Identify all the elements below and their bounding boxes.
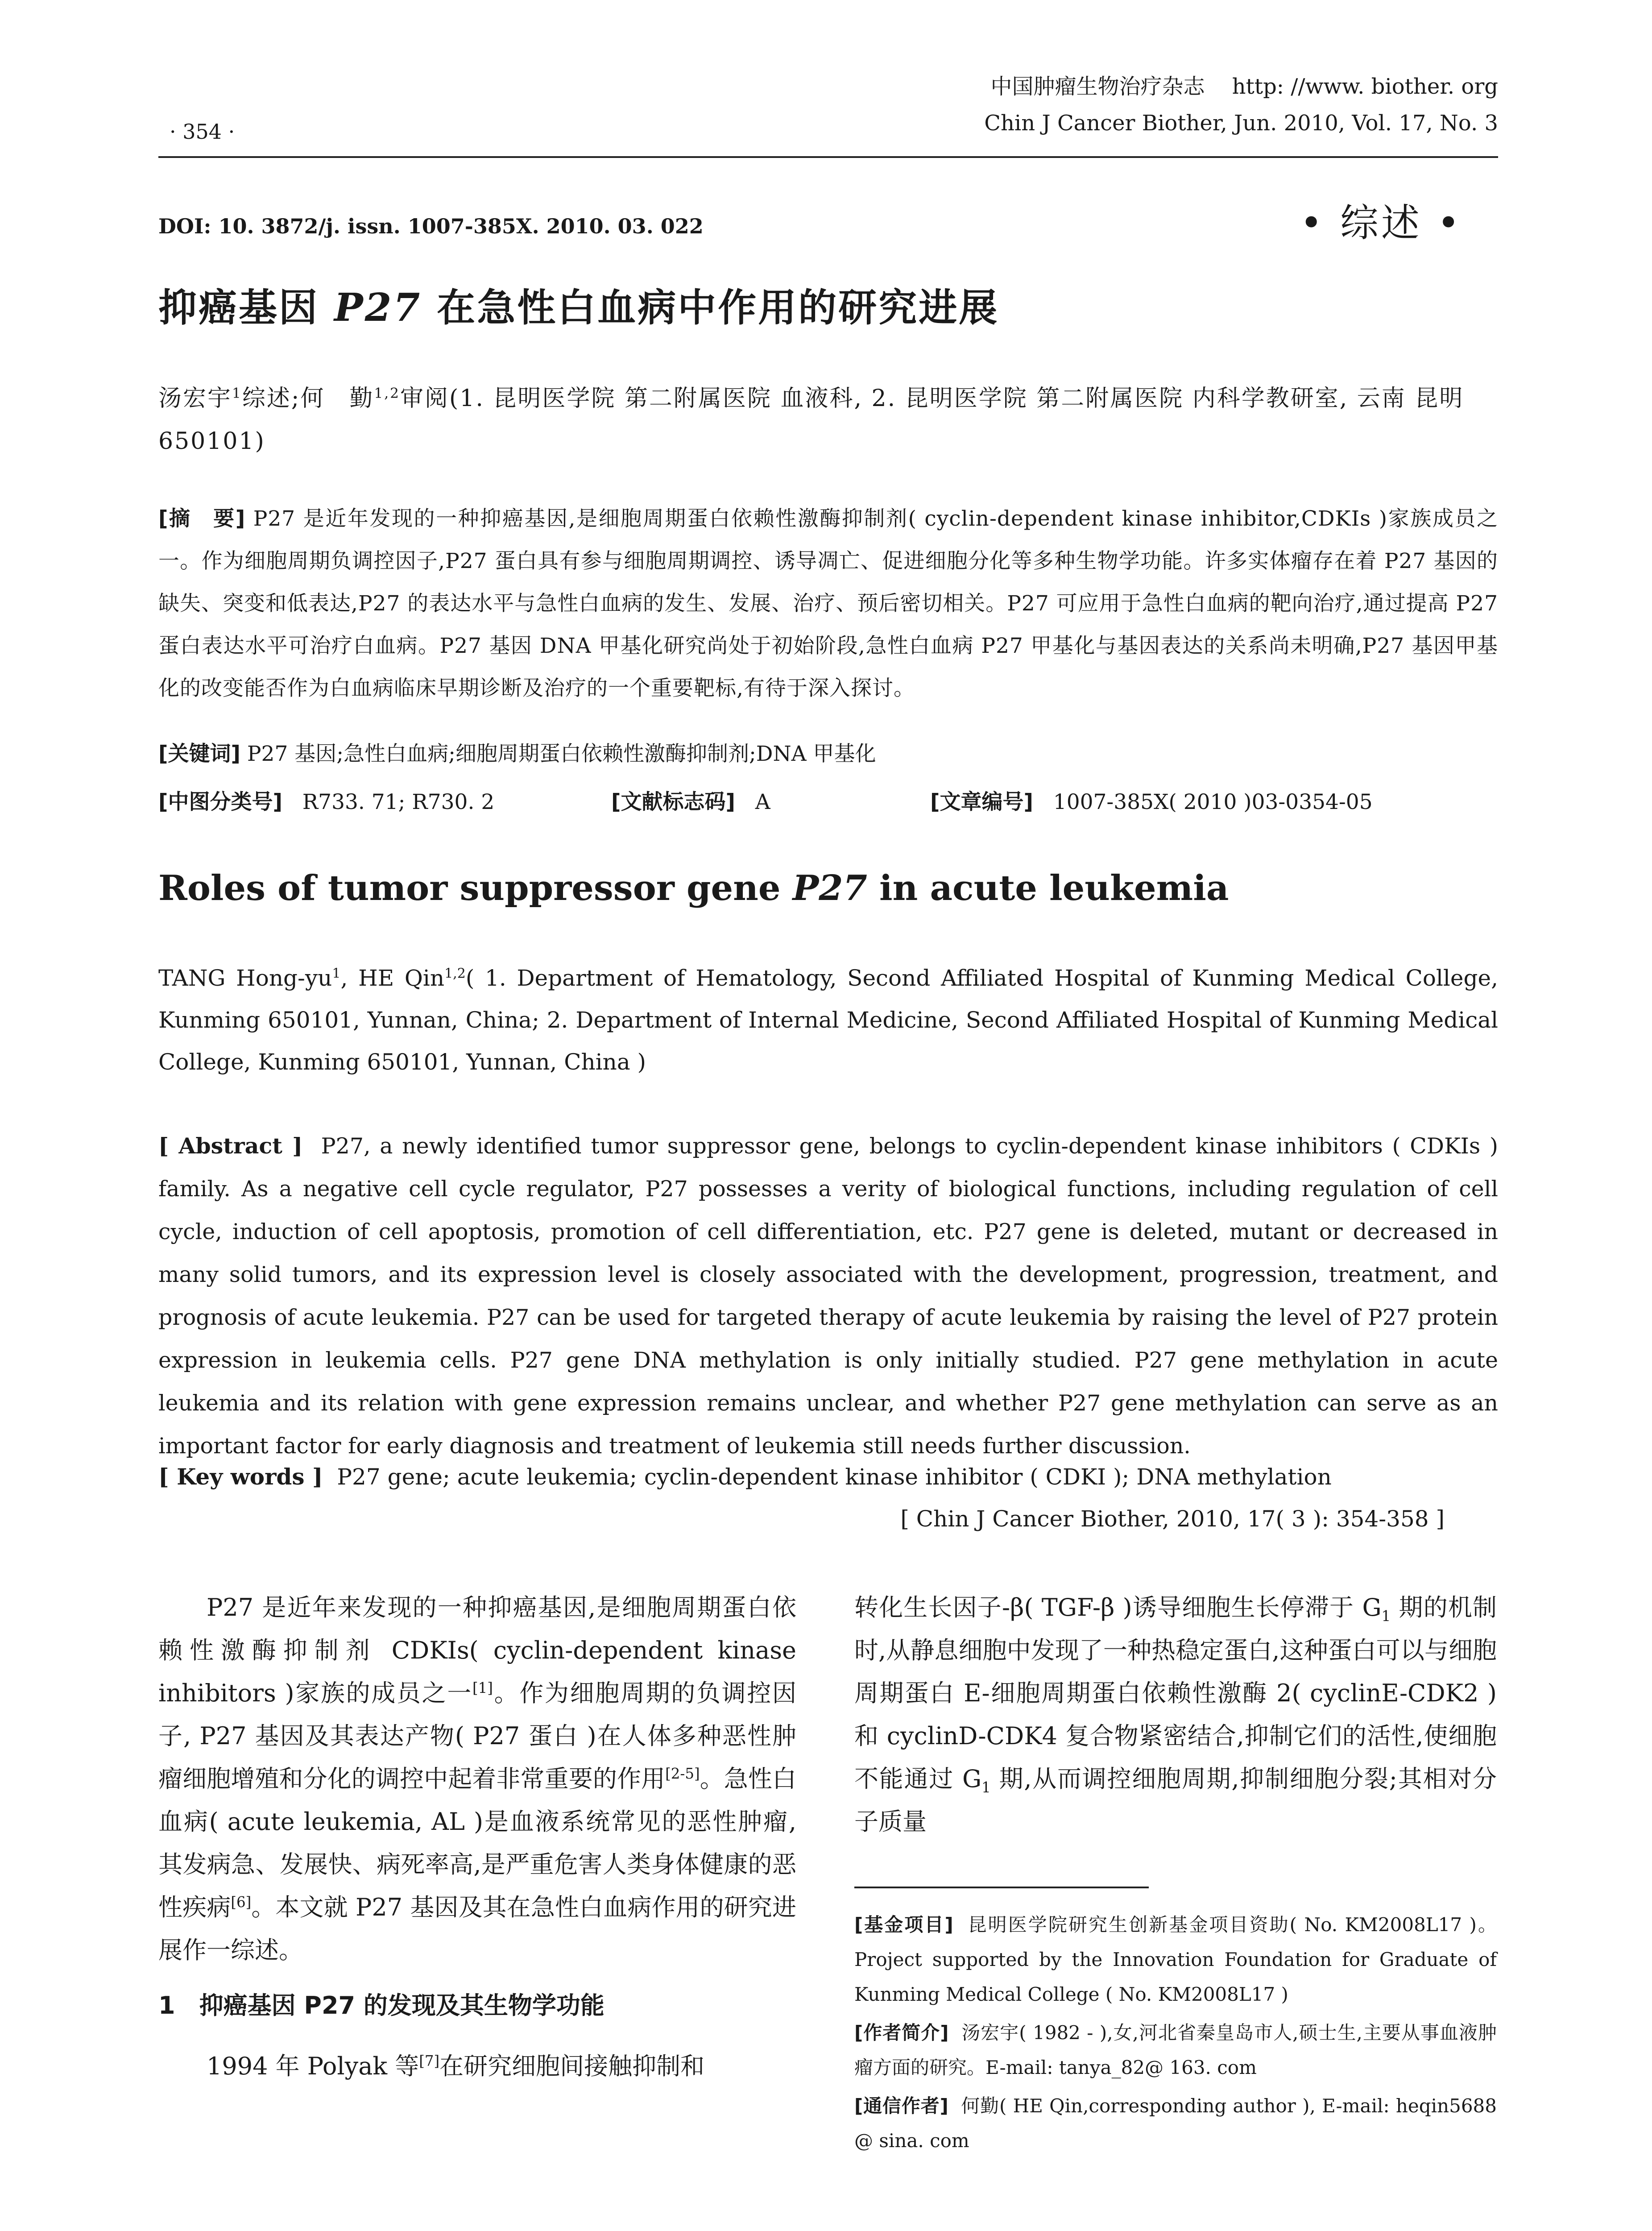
- keywords-en-text: P27 gene; acute leukemia; cyclin-dependent kinase inhibitor ( CDKI ); DNA methylation: [337, 1464, 1332, 1490]
- subscript-g1-a: 1: [1381, 1607, 1391, 1625]
- keywords-cn-label: [关键词]: [158, 742, 240, 766]
- body-left-column: [158, 1586, 796, 2088]
- clc-value: R733. 71; R730. 2: [302, 790, 495, 814]
- body-p3-part-c: 期,从而调控细胞周期,抑制细胞分裂;其相对分子质量: [854, 1765, 1497, 1836]
- doc-code-value: A: [755, 790, 770, 814]
- footnote-corresponding: [854, 2089, 1497, 2158]
- affiliation-en: ( 1. Department of Hematology, Second Affiliated Hospital of Kunming Medical College, Kunming 650101, Yunnan, China; 2. Department of Internal Medicine, Second Affiliated Hospital of Kunming Medical College, Kunming 650101, Yunnan, China ): [158, 965, 1498, 1075]
- abstract-cn-label: [摘 要]: [158, 506, 246, 531]
- title-cn: [158, 277, 999, 332]
- citation-en: [ Chin J Cancer Biother, 2010, 17( 3 ): 354-358 ]: [900, 1506, 1445, 1532]
- authors-en: [158, 957, 1498, 1083]
- ref-6: [6]: [231, 1894, 252, 1911]
- author1-cn-sup: 1: [232, 385, 242, 402]
- abstract-en-label: [ Abstract ]: [158, 1133, 303, 1159]
- section-heading-1: 1 抑癌基因 P27 的发现及其生物学功能: [158, 1991, 604, 2020]
- footnote-author: [854, 2015, 1497, 2085]
- article-number-label: [文章编号]: [930, 790, 1033, 814]
- author1-en: TANG Hong-yu: [158, 965, 332, 991]
- abstract-cn-text: P27 是近年发现的一种抑癌基因,是细胞周期蛋白依赖性激酶抑制剂( cyclin-dependent kinase inhibitor,CDKIs )家族成员之一。作为细胞周期负调控因子,P27 蛋白具有参与细胞周期调控、诱导凋亡、促进细胞分化等多种生物学功能。许多实体瘤存在着 P27 基因的缺失、突变和低表达,P27 的表达水平与急性白血病的发生、发展、治疗、预后密切相关。P27 可应用于急性白血病的靶向治疗,通过提高 P27 蛋白表达水平可治疗白血病。P27 基因 DNA 甲基化研究尚处于初始阶段,急性白血病 P27 甲基化与基因表达的关系尚未明确,P27 基因甲基化的改变能否作为白血病临床早期诊断及治疗的一个重要靶标,有待于深入探讨。: [158, 506, 1498, 701]
- title-cn-after: 在急性白血病中作用的研究进展: [422, 285, 999, 330]
- keywords-cn-text: P27 基因;急性白血病;细胞周期蛋白依赖性激酶抑制剂;DNA 甲基化: [247, 742, 876, 766]
- clc-group: [158, 785, 494, 815]
- abstract-cn: [158, 498, 1498, 709]
- subscript-g1-b: 1: [981, 1779, 991, 1796]
- ref-7: [7]: [419, 2053, 440, 2069]
- article-number-value: 1007-385X( 2010 )03-0354-05: [1053, 790, 1373, 814]
- journal-url: http: //www. biother. org: [1232, 74, 1498, 99]
- title-en-gene: P27: [792, 868, 867, 908]
- body-p1-part-a: P27 是近年来发现的一种抑癌基因,是细胞周期蛋白依赖性激酶抑制剂 CDKIs( cyclin-dependent kinase inhibitors )家族的成员之一: [158, 1593, 796, 1707]
- keywords-en-label: [ Key words ]: [158, 1464, 323, 1490]
- clc-label: [中图分类号]: [158, 790, 282, 814]
- body-p2-part-a: 1994 年 Polyak 等: [207, 2052, 419, 2080]
- footnote-fund-text: 昆明医学院研究生创新基金项目资助( No. KM2008L17 )。Project supported by the Innovation Foundation for Graduate of Kunming Medical College ( No. KM2008L17 ): [854, 1914, 1497, 2005]
- author1-cn: 汤宏宇: [158, 385, 232, 412]
- title-cn-before: 抑癌基因: [158, 285, 334, 330]
- body-paragraph-1: [158, 1586, 796, 1972]
- body-p3-part-a: 转化生长因子-β( TGF-β )诱导细胞生长停滞于 G: [854, 1593, 1382, 1621]
- classification-row: [158, 785, 1498, 812]
- abstract-en-text: P27, a newly identified tumor suppressor gene, belongs to cyclin-dependent kinase inhibitors ( CDKIs ) family. As a negative cell cycle regulator, P27 possesses a verity of biological functions, including regulation of cell cycle, induction of cell apoptosis, promotion of cell differentiation, etc. P27 gene is deleted, mutant or decreased in many solid tumors, and its expression level is closely associated with the development, progression, treatment, and prognosis of acute leukemia. P27 can be used for targeted therapy of acute leukemia by raising the level of P27 protein expression in leukemia cells. P27 gene DNA methylation is only initially studied. P27 gene methylation in acute leukemia and its relation with gene expression remains unclear, and whether P27 gene methylation can serve as an important factor for early diagnosis and treatment of leukemia still needs further discussion.: [158, 1133, 1498, 1459]
- footnote-rule: [854, 1887, 1149, 1888]
- doi: DOI: 10. 3872/j. issn. 1007-385X. 2010. 03. 022: [158, 214, 704, 238]
- footnote-corresponding-text: 何勤( HE Qin,corresponding author ), E-mail: heqin5688 @ sina. com: [854, 2095, 1497, 2152]
- body-p1-part-c: 。急性白血病( acute leukemia, AL )是血液系统常见的恶性肿瘤,其发病急、发展快、病死率高,是严重危害人类身体健康的恶性疾病: [158, 1765, 797, 1921]
- body-p1-part-d: 。本文就 P27 基因及其在急性白血病作用的研究进展作一综述。: [158, 1893, 796, 1964]
- footnote-author-text: 汤宏宇( 1982 - ),女,河北省秦皇岛市人,硕士生,主要从事血液肿瘤方面的研究。E-mail: tanya_82@ 163. com: [854, 2022, 1497, 2078]
- authors-cn: [158, 377, 1498, 463]
- affiliation-cn: 审阅(1. 昆明医学院 第二附属医院 血液科, 2. 昆明医学院 第二附属医院 内科学教研室, 云南 昆明 650101): [158, 385, 1464, 455]
- footnotes: [854, 1908, 1497, 2162]
- title-en: [158, 868, 1229, 908]
- footnote-author-label: [作者简介]: [854, 2022, 949, 2044]
- footnote-fund: [854, 1908, 1497, 2012]
- author1-en-sup: 1: [332, 966, 341, 982]
- section-label: • 综述 •: [1300, 201, 1462, 245]
- author2-cn-sup: 1,2: [374, 385, 400, 402]
- body-p2-part-b: 在研究细胞间接触抑制和: [439, 2052, 705, 2080]
- journal-header-line-1: [991, 69, 1498, 100]
- journal-name-cn: 中国肿瘤生物治疗杂志: [990, 74, 1205, 99]
- doc-code-group: [611, 785, 770, 815]
- abstract-en: [158, 1124, 1498, 1468]
- body-paragraph-3: [854, 1586, 1497, 1843]
- body-p3-part-b: 期的机制时,从静息细胞中发现了一种热稳定蛋白,这种蛋白可以与细胞周期蛋白 E-细胞周期蛋白依赖性激酶 2( cyclinE-CDK2 )和 cyclinD-CDK4 复合物紧密结合,抑制它们的活性,使细胞不能通过 G: [854, 1593, 1497, 1793]
- footnote-fund-label: [基金项目]: [854, 1914, 953, 1936]
- body-right-column: [854, 1586, 1497, 1843]
- header-rule: [158, 156, 1498, 158]
- title-cn-gene: P27: [334, 285, 422, 330]
- body-paragraph-2: [158, 2045, 796, 2088]
- author-role-cn: 综述;何 勤: [242, 385, 374, 412]
- footnote-corresponding-label: [通信作者]: [854, 2095, 948, 2117]
- page-number: · 354 ·: [170, 120, 235, 144]
- article-number-group: [930, 785, 1373, 815]
- keywords-en: [158, 1464, 1498, 1490]
- title-en-after: in acute leukemia: [867, 868, 1229, 908]
- author2-en: , HE Qin: [340, 965, 445, 991]
- ref-2-5: [2-5]: [665, 1765, 700, 1782]
- title-en-before: Roles of tumor suppressor gene: [158, 868, 793, 908]
- keywords-cn: [158, 741, 1498, 767]
- doc-code-label: [文献标志码]: [611, 790, 735, 814]
- ref-1: [1]: [472, 1679, 493, 1696]
- body-p1-part-b: 。作为细胞周期的负调控因子, P27 基因及其表达产物( P27 蛋白 )在人体多种恶性肿瘤细胞增殖和分化的调控中起着非常重要的作用: [158, 1679, 797, 1793]
- author2-en-sup: 1,2: [444, 966, 466, 982]
- journal-header-line-2: Chin J Cancer Biother, Jun. 2010, Vol. 17, No. 3: [984, 111, 1498, 136]
